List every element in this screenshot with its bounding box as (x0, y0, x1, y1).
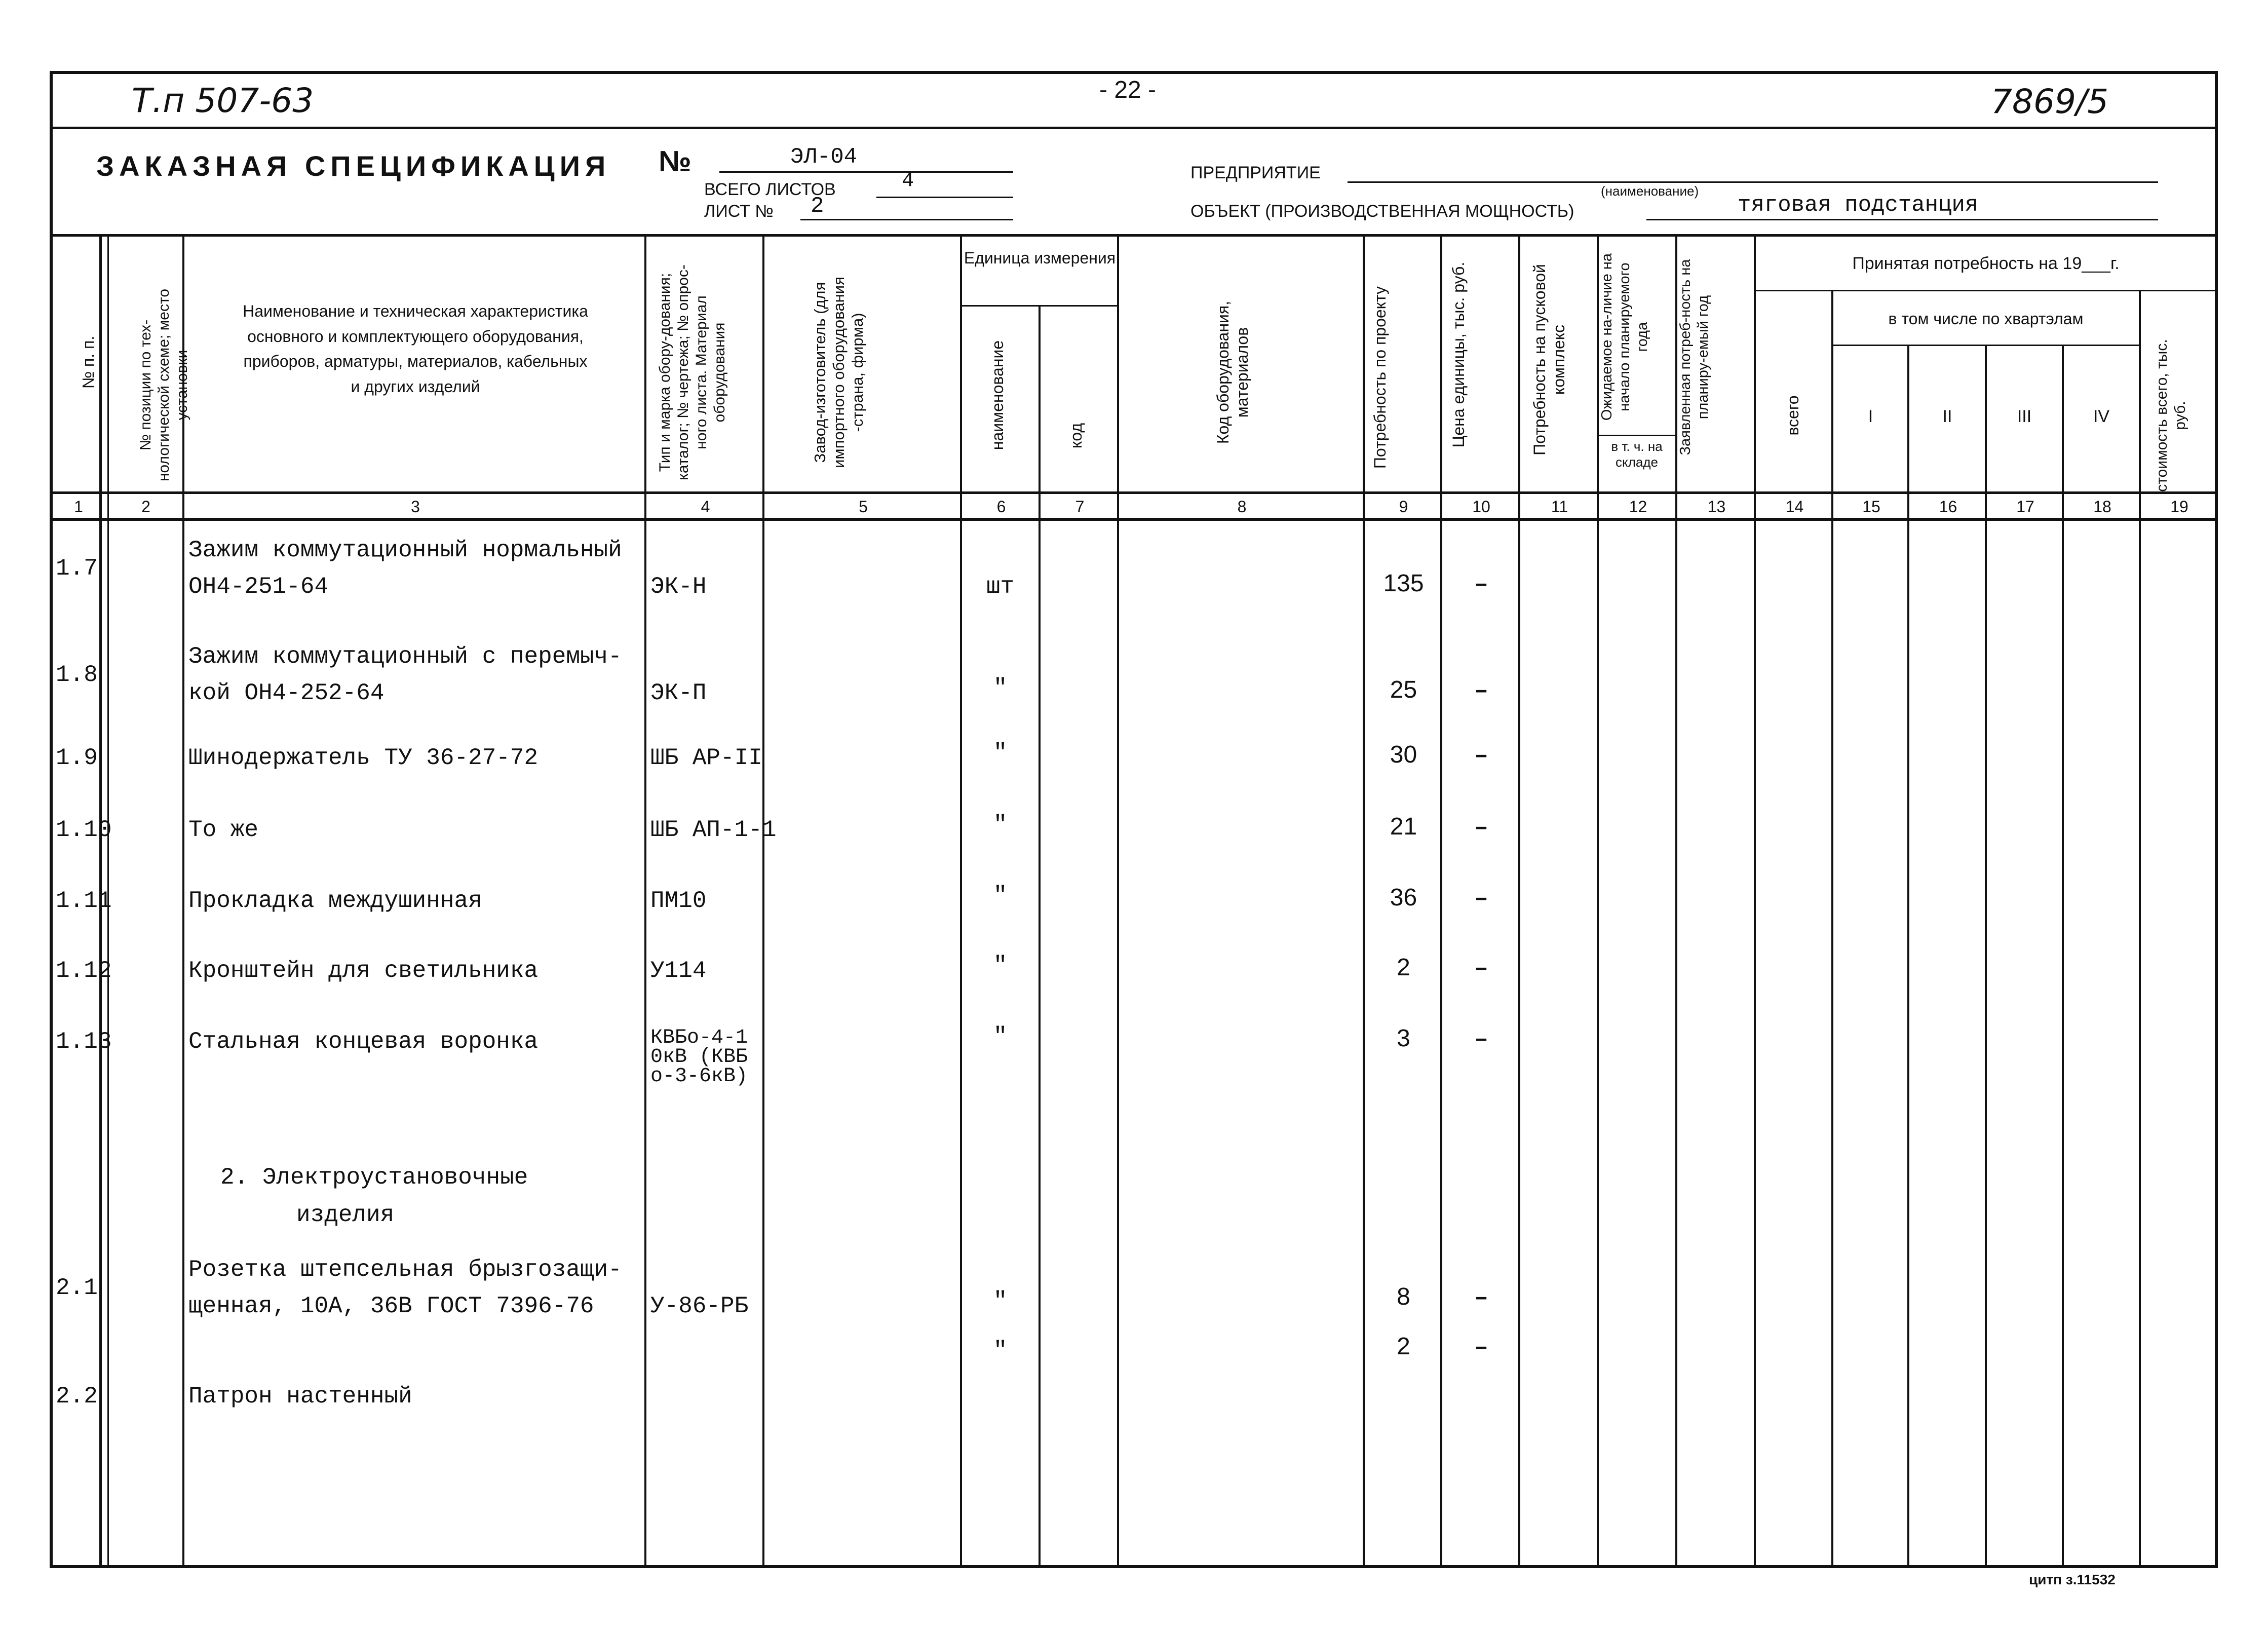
section-2-heading-line1: 2. Электроустановочные (220, 1164, 528, 1191)
spec-no-label: № (659, 145, 691, 178)
row-unit: " (993, 953, 1008, 979)
row-quantity: 25 (1390, 676, 1417, 703)
row-price: – (1474, 572, 1488, 598)
column-number: 13 (1707, 498, 1726, 516)
column-number: 19 (2170, 498, 2188, 516)
row-price: – (1474, 1285, 1488, 1311)
row-name-line2: ОН4-251-64 (188, 574, 329, 600)
row-price: – (1474, 678, 1488, 704)
row-position: 1.8 (56, 662, 98, 688)
row-price: – (1474, 1027, 1488, 1053)
row-unit: " (993, 740, 1008, 766)
col-7-header: код (1067, 423, 1085, 449)
col-15-header: I (1868, 407, 1873, 426)
col-6-header: наименование (988, 340, 1007, 450)
row-price: – (1474, 743, 1488, 769)
row-name-line1: Патрон настенный (188, 1383, 412, 1410)
row-unit: " (993, 883, 1008, 909)
object-label: ОБЪЕКТ (ПРОИЗВОДСТВЕННАЯ МОЩНОСТЬ) (1190, 202, 1574, 221)
row-position: 1.13 (56, 1029, 112, 1055)
spec-title: ЗАКАЗНАЯ СПЕЦИФИКАЦИЯ (96, 150, 611, 182)
object-value: тяговая подстанция (1738, 193, 1979, 218)
column-number: 3 (411, 498, 420, 516)
col-17-header: III (2017, 407, 2032, 426)
col-12-sub-header: в т. ч. на складе (1611, 439, 1663, 470)
row-price: – (1474, 956, 1488, 982)
row-position: 1.7 (56, 555, 98, 582)
row-type: У114 (650, 958, 707, 984)
quarters-group-header: в том числе по хвартэлам (1888, 310, 2084, 328)
col-4-header: Тип и марка обору-дования; каталог; № чертежа; № опрос-ного листа. Материал оборудования (657, 264, 728, 480)
column-number: 9 (1399, 498, 1408, 516)
row-type: У-86-РБ (650, 1293, 749, 1319)
row-price: – (1474, 1335, 1488, 1361)
row-quantity: 8 (1397, 1283, 1410, 1310)
sheets-total-label: ВСЕГО ЛИСТОВ (704, 180, 836, 199)
sheet-number: 2 (811, 194, 824, 219)
enterprise-label: ПРЕДПРИЯТИЕ (1190, 163, 1321, 182)
row-name-line1: Зажим коммутационный с перемыч- (188, 643, 622, 670)
accepted-group-header: Принятая потребность на 19___г. (1852, 254, 2120, 273)
column-number: 12 (1629, 498, 1647, 516)
row-name-line2: кой ОН4-252-64 (188, 680, 385, 706)
spec-number: ЭЛ-04 (790, 144, 858, 170)
col-16-header: II (1942, 407, 1952, 426)
row-position: 1.9 (56, 745, 98, 771)
row-name-line1: Кронштейн для светильника (188, 958, 539, 984)
row-quantity: 2 (1397, 954, 1410, 981)
page-number: - 22 - (1099, 77, 1157, 103)
column-number: 14 (1785, 498, 1804, 516)
col-9-header: Потребность по проекту (1371, 286, 1389, 469)
row-name-line1: Розетка штепсельная брызгозащи- (188, 1257, 622, 1283)
col-11-header: Потребность на пусковой комплекс (1530, 264, 1568, 455)
row-unit: " (993, 812, 1008, 838)
sheets-total: 4 (902, 170, 914, 193)
row-name-line1: То же (188, 817, 259, 843)
col-19-header: стоимость всего, тыс. руб. (2154, 339, 2188, 492)
row-unit: " (993, 1023, 1008, 1050)
column-number: 6 (996, 498, 1006, 516)
row-position: 2.1 (56, 1275, 98, 1301)
row-unit: шт (986, 574, 1015, 600)
row-price: – (1474, 815, 1488, 841)
column-number: 18 (2093, 498, 2111, 516)
row-name-line1: Прокладка междушинная (188, 888, 482, 914)
col-18-header: IV (2093, 407, 2110, 426)
row-unit: " (993, 1288, 1008, 1314)
row-type: ПМ10 (650, 888, 707, 914)
form-frame (50, 71, 2218, 1568)
col-14-header: всего (1784, 395, 1802, 436)
row-type: ШБ АП-1-1 (650, 817, 777, 843)
row-unit: " (993, 1338, 1008, 1364)
column-number: 2 (141, 498, 150, 516)
row-quantity: 2 (1397, 1333, 1410, 1360)
column-number: 4 (701, 498, 710, 516)
column-number: 10 (1472, 498, 1490, 516)
row-name-line2: щенная, 10А, 36В ГОСТ 7396-76 (188, 1293, 594, 1319)
row-position: 2.2 (56, 1383, 98, 1410)
column-number: 7 (1075, 498, 1085, 516)
section-2-heading-line2: изделия (296, 1202, 395, 1228)
row-price: – (1474, 886, 1488, 912)
column-number: 1 (74, 498, 83, 516)
row-unit: " (993, 675, 1008, 701)
row-type: ЭК-П (650, 680, 707, 706)
row-type: ЭК-Н (650, 574, 707, 600)
col-3-header: Наименование и техническая характеристика основного и комплектующего оборудования, приборов, арматуры, материалов, кабельных и других изделий (243, 302, 588, 396)
row-quantity: 21 (1390, 813, 1417, 840)
col-12-header: Ожидаемое на-личие на начало планируемого года (1599, 253, 1650, 421)
row-quantity: 30 (1390, 741, 1417, 768)
column-number: 16 (1939, 498, 1957, 516)
col-8-header: Код оборудования, материалов (1214, 300, 1252, 444)
row-name-line1: Стальная концевая воронка (188, 1029, 539, 1055)
row-quantity: 36 (1390, 884, 1417, 911)
archive-code: 7869/5 (1991, 82, 2109, 121)
unit-group-header: Единица измерения (964, 249, 1116, 267)
col-10-header: Цена единицы, тыс. руб. (1449, 261, 1468, 448)
column-number: 5 (859, 498, 868, 516)
column-number: 15 (1862, 498, 1880, 516)
column-number: 11 (1551, 498, 1568, 516)
column-number: 8 (1237, 498, 1247, 516)
col-13-header: Заявленная потреб-ность на планиру-емый год (1677, 259, 1711, 455)
row-quantity: 3 (1397, 1025, 1410, 1052)
col-2-header: № позиции по тех-нологической схеме; место установки (137, 288, 190, 482)
naming-label: (наименование) (1601, 183, 1699, 199)
row-type: КВБо-4-10кВ (КВБо-3-6кВ) (650, 1027, 748, 1088)
row-name-line1: Зажим коммутационный нормальный (188, 537, 622, 563)
row-position: 1.11 (56, 888, 112, 914)
row-type: ШБ АР-II (650, 745, 762, 771)
col-1-header: № п. п. (79, 335, 97, 389)
row-position: 1.10 (56, 817, 112, 843)
row-name-line1: Шинодержатель ТУ 36-27-72 (188, 745, 539, 771)
document-code: Т.п 507-63 (132, 81, 314, 120)
col-5-header: Завод-изготовитель (для импортного оборудования -страна, фирма) (811, 277, 867, 468)
footer-stamp: цитп з.11532 (2029, 1572, 2116, 1587)
row-position: 1.12 (56, 958, 112, 984)
column-number: 17 (2016, 498, 2034, 516)
sheet-label: ЛИСТ № (704, 202, 774, 221)
row-quantity: 135 (1383, 570, 1424, 597)
